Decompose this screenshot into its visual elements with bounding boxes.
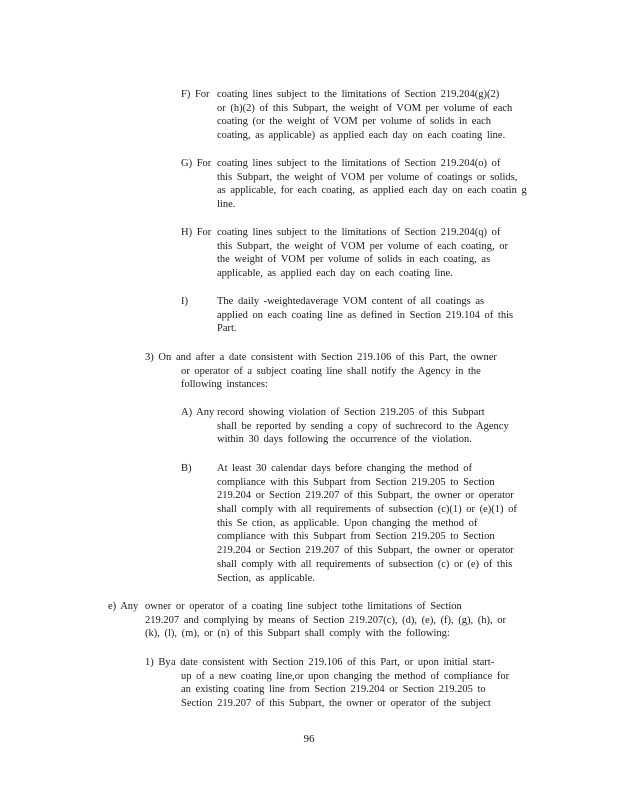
paragraph-1 (145, 656, 509, 711)
paragraph-3 (145, 351, 497, 392)
paragraph-line: this Subpart, the weight of VOM per volume of each coating, or (217, 240, 508, 252)
paragraph-H (181, 226, 508, 281)
paragraph-e (108, 600, 506, 641)
paragraph-line: Section 219.207 of this Subpart, the owner or operator of the subject (181, 698, 491, 710)
paragraph-line: coating (or the weight of VOM per volume of solids in each (217, 116, 492, 128)
paragraph-line: shall comply with all requirements of subsection (c) or (e) of this (217, 558, 513, 570)
paragraph-line: this Se ction, as applicable. Upon changing the method of (217, 517, 478, 529)
paragraph-label: I) (181, 296, 188, 307)
paragraph-line: an existing coating line from Section 219.204 or Section 219.205 to (181, 684, 486, 696)
paragraph-label: 1) By (145, 657, 171, 668)
paragraph-line: compliance with this Subpart from Section 219.205 to Section (217, 476, 495, 488)
paragraph-line: (k), (l), (m), or (n) of this Subpart shall comply with the following: (145, 628, 450, 640)
paragraph-line: coating lines subject to the limitations of Section 219.204(q) of (217, 227, 501, 238)
paragraph-line: line. (217, 199, 236, 211)
paragraph-line: The daily -weightedaverage VOM content of all coatings as (217, 296, 485, 307)
paragraph-label: G) For (181, 158, 212, 169)
paragraph-line: 219.207 and complying by means of Section 219.207(c), (d), (e), (f), (g), (h), or (145, 614, 507, 626)
paragraph-line: Section, as applicable. (217, 572, 315, 584)
paragraph-line: following instances: (181, 379, 268, 391)
paragraph-line: or (h)(2) of this Subpart, the weight of VOM per volume of each (217, 102, 513, 114)
paragraph-label: H) For (181, 227, 212, 238)
page-number: 96 (303, 733, 315, 745)
paragraph-B (181, 462, 517, 585)
paragraph-I (181, 295, 513, 336)
paragraph-line: Part. (217, 323, 237, 335)
paragraph-line: up of a new coating line,or upon changing the method of compliance for (181, 670, 510, 682)
paragraph-line: this Subpart, the weight of VOM per volume of coatings or solids, (217, 171, 518, 183)
paragraph-line: shall comply with all requirements of subsection (c)(1) or (e)(1) of (217, 504, 517, 516)
paragraph-label: A) Any (181, 407, 215, 418)
paragraph-line: applied on each coating line as defined in Section 219.104 of this (217, 309, 514, 321)
paragraph-label: B) (181, 463, 192, 474)
paragraph-line: as applicable, for each coating, as applied each day on each coatin g (217, 185, 527, 197)
paragraph-line: At least 30 calendar days before changing the method of (217, 463, 473, 474)
paragraph-line: within 30 days following the occurrence of the violation. (217, 434, 472, 446)
paragraph-label: 3) On (145, 352, 172, 363)
paragraph-line: 219.204 or Section 219.207 of this Subpart, the owner or operator (217, 490, 514, 502)
paragraph-line: owner or operator of a coating line subject tothe limitations of Section (145, 601, 462, 612)
paragraph-line: 219.204 or Section 219.207 of this Subpart, the owner or operator (217, 545, 514, 557)
paragraph-line: record showing violation of Section 219.205 of this Subpart (217, 407, 485, 418)
paragraph-line: coating lines subject to the limitations of Section 219.204(o) of (217, 158, 501, 169)
paragraph-A (181, 406, 509, 447)
paragraph-G (181, 157, 527, 212)
paragraph-label: F) For (181, 89, 210, 100)
paragraph-line: shall be reported by sending a copy of suchrecord to the Agency (217, 420, 509, 432)
paragraph-line: the weight of VOM per volume of solids in each coating, as (217, 254, 491, 266)
paragraph-line: a date consistent with Section 219.106 of this Part, or upon initial start- (171, 657, 495, 668)
paragraph-F (181, 88, 512, 143)
paragraph-label: e) Any (108, 601, 139, 612)
paragraph-line: applicable, as applied each day on each coating line. (217, 268, 453, 280)
paragraph-line: coating, as applicable) as applied each day on each coating line. (217, 130, 506, 142)
paragraph-line: coating lines subject to the limitations of Section 219.204(g)(2) (217, 89, 500, 100)
paragraph-line: or operator of a subject coating line shall notify the Agency in the (181, 365, 481, 377)
paragraph-line: and after a date consistent with Section 219.106 of this Part, the owner (176, 352, 497, 363)
paragraph-line: compliance with this Subpart from Section 219.205 to Section (217, 531, 495, 543)
